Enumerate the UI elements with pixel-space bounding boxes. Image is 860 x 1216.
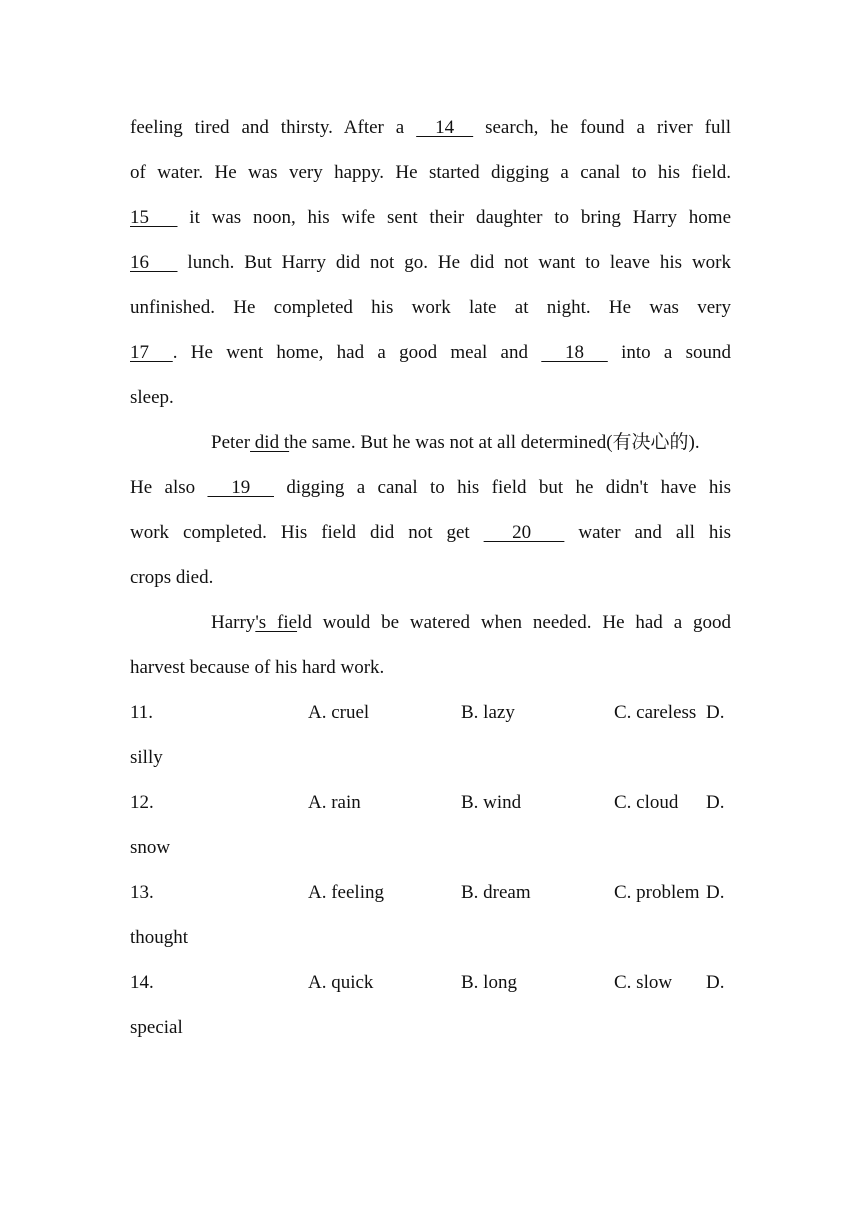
option-a: A. quick	[308, 972, 374, 993]
option-d-text: silly	[130, 747, 163, 768]
option-d: D.	[706, 882, 725, 903]
option-c: C. problem	[614, 882, 700, 903]
passage-line	[130, 251, 731, 275]
question-number: 13.	[130, 882, 154, 903]
option-b: B. long	[461, 972, 517, 993]
text-run: feeling tired and thirsty. After a	[130, 117, 417, 138]
option-b: B. lazy	[461, 702, 515, 723]
option-b: B. wind	[461, 792, 522, 813]
passage-line	[130, 206, 731, 230]
option-c: C. slow	[614, 972, 673, 993]
option-d: D.	[706, 702, 725, 723]
underlined-run: did t	[250, 432, 290, 453]
option-c: C. cloud	[614, 792, 679, 813]
option-a: A. cruel	[308, 702, 370, 723]
blank-15: 15	[130, 207, 178, 228]
passage-line	[130, 476, 731, 500]
text-run: work completed. His field did not get	[130, 522, 484, 543]
option-d: D.	[706, 792, 725, 813]
blank-16: 16	[130, 252, 178, 273]
text-run: lunch. But Harry did not go. He did not want to leave his work	[187, 252, 731, 273]
text-run: he same. But he was not at all determined(有决心的).	[289, 432, 700, 453]
text-run: digging a canal to his field but he didn't have his	[286, 477, 731, 498]
passage-line	[130, 611, 731, 635]
question-number: 14.	[130, 972, 154, 993]
text-run: Peter	[211, 432, 251, 453]
option-d: D.	[706, 972, 725, 993]
underlined-run: 's fie	[255, 612, 298, 633]
option-a: A. feeling	[308, 882, 384, 903]
option-c: C. careless	[614, 702, 697, 723]
blank-19: 19	[207, 477, 274, 498]
question-number: 12.	[130, 792, 154, 813]
blank-18: 18	[541, 342, 608, 363]
passage-line	[130, 116, 731, 140]
blank-14: 14	[416, 117, 474, 138]
passage-line	[130, 341, 731, 365]
passage-line: of water. He was very happy. He started digging a canal to his field.	[130, 162, 731, 183]
option-d-text: special	[130, 1017, 183, 1038]
text-run: water and all his	[578, 522, 732, 543]
blank-17: 17	[130, 342, 173, 363]
passage-line: sleep.	[130, 387, 174, 408]
passage-line: crops died.	[130, 567, 214, 588]
text-run: Harry	[211, 612, 256, 633]
passage-line: unfinished. He completed his work late at night. He was very	[130, 297, 731, 318]
question-number: 11.	[130, 702, 154, 723]
option-d-text: thought	[130, 927, 189, 948]
option-a: A. rain	[308, 792, 361, 813]
passage-line	[130, 521, 731, 545]
text-run: into a sound	[621, 342, 732, 363]
text-run: ld would be watered when needed. He had a good	[297, 612, 731, 633]
blank-20: 20	[483, 522, 565, 543]
text-run: He also	[130, 477, 208, 498]
passage-line: harvest because of his hard work.	[130, 657, 385, 678]
text-run: . He went home, had a good meal and	[172, 342, 542, 363]
passage-line	[130, 431, 735, 455]
text-run: search, he found a river full	[485, 117, 731, 138]
text-run: it was noon, his wife sent their daughter to bring Harry home	[189, 207, 732, 228]
option-b: B. dream	[461, 882, 531, 903]
option-d-text: snow	[130, 837, 171, 858]
